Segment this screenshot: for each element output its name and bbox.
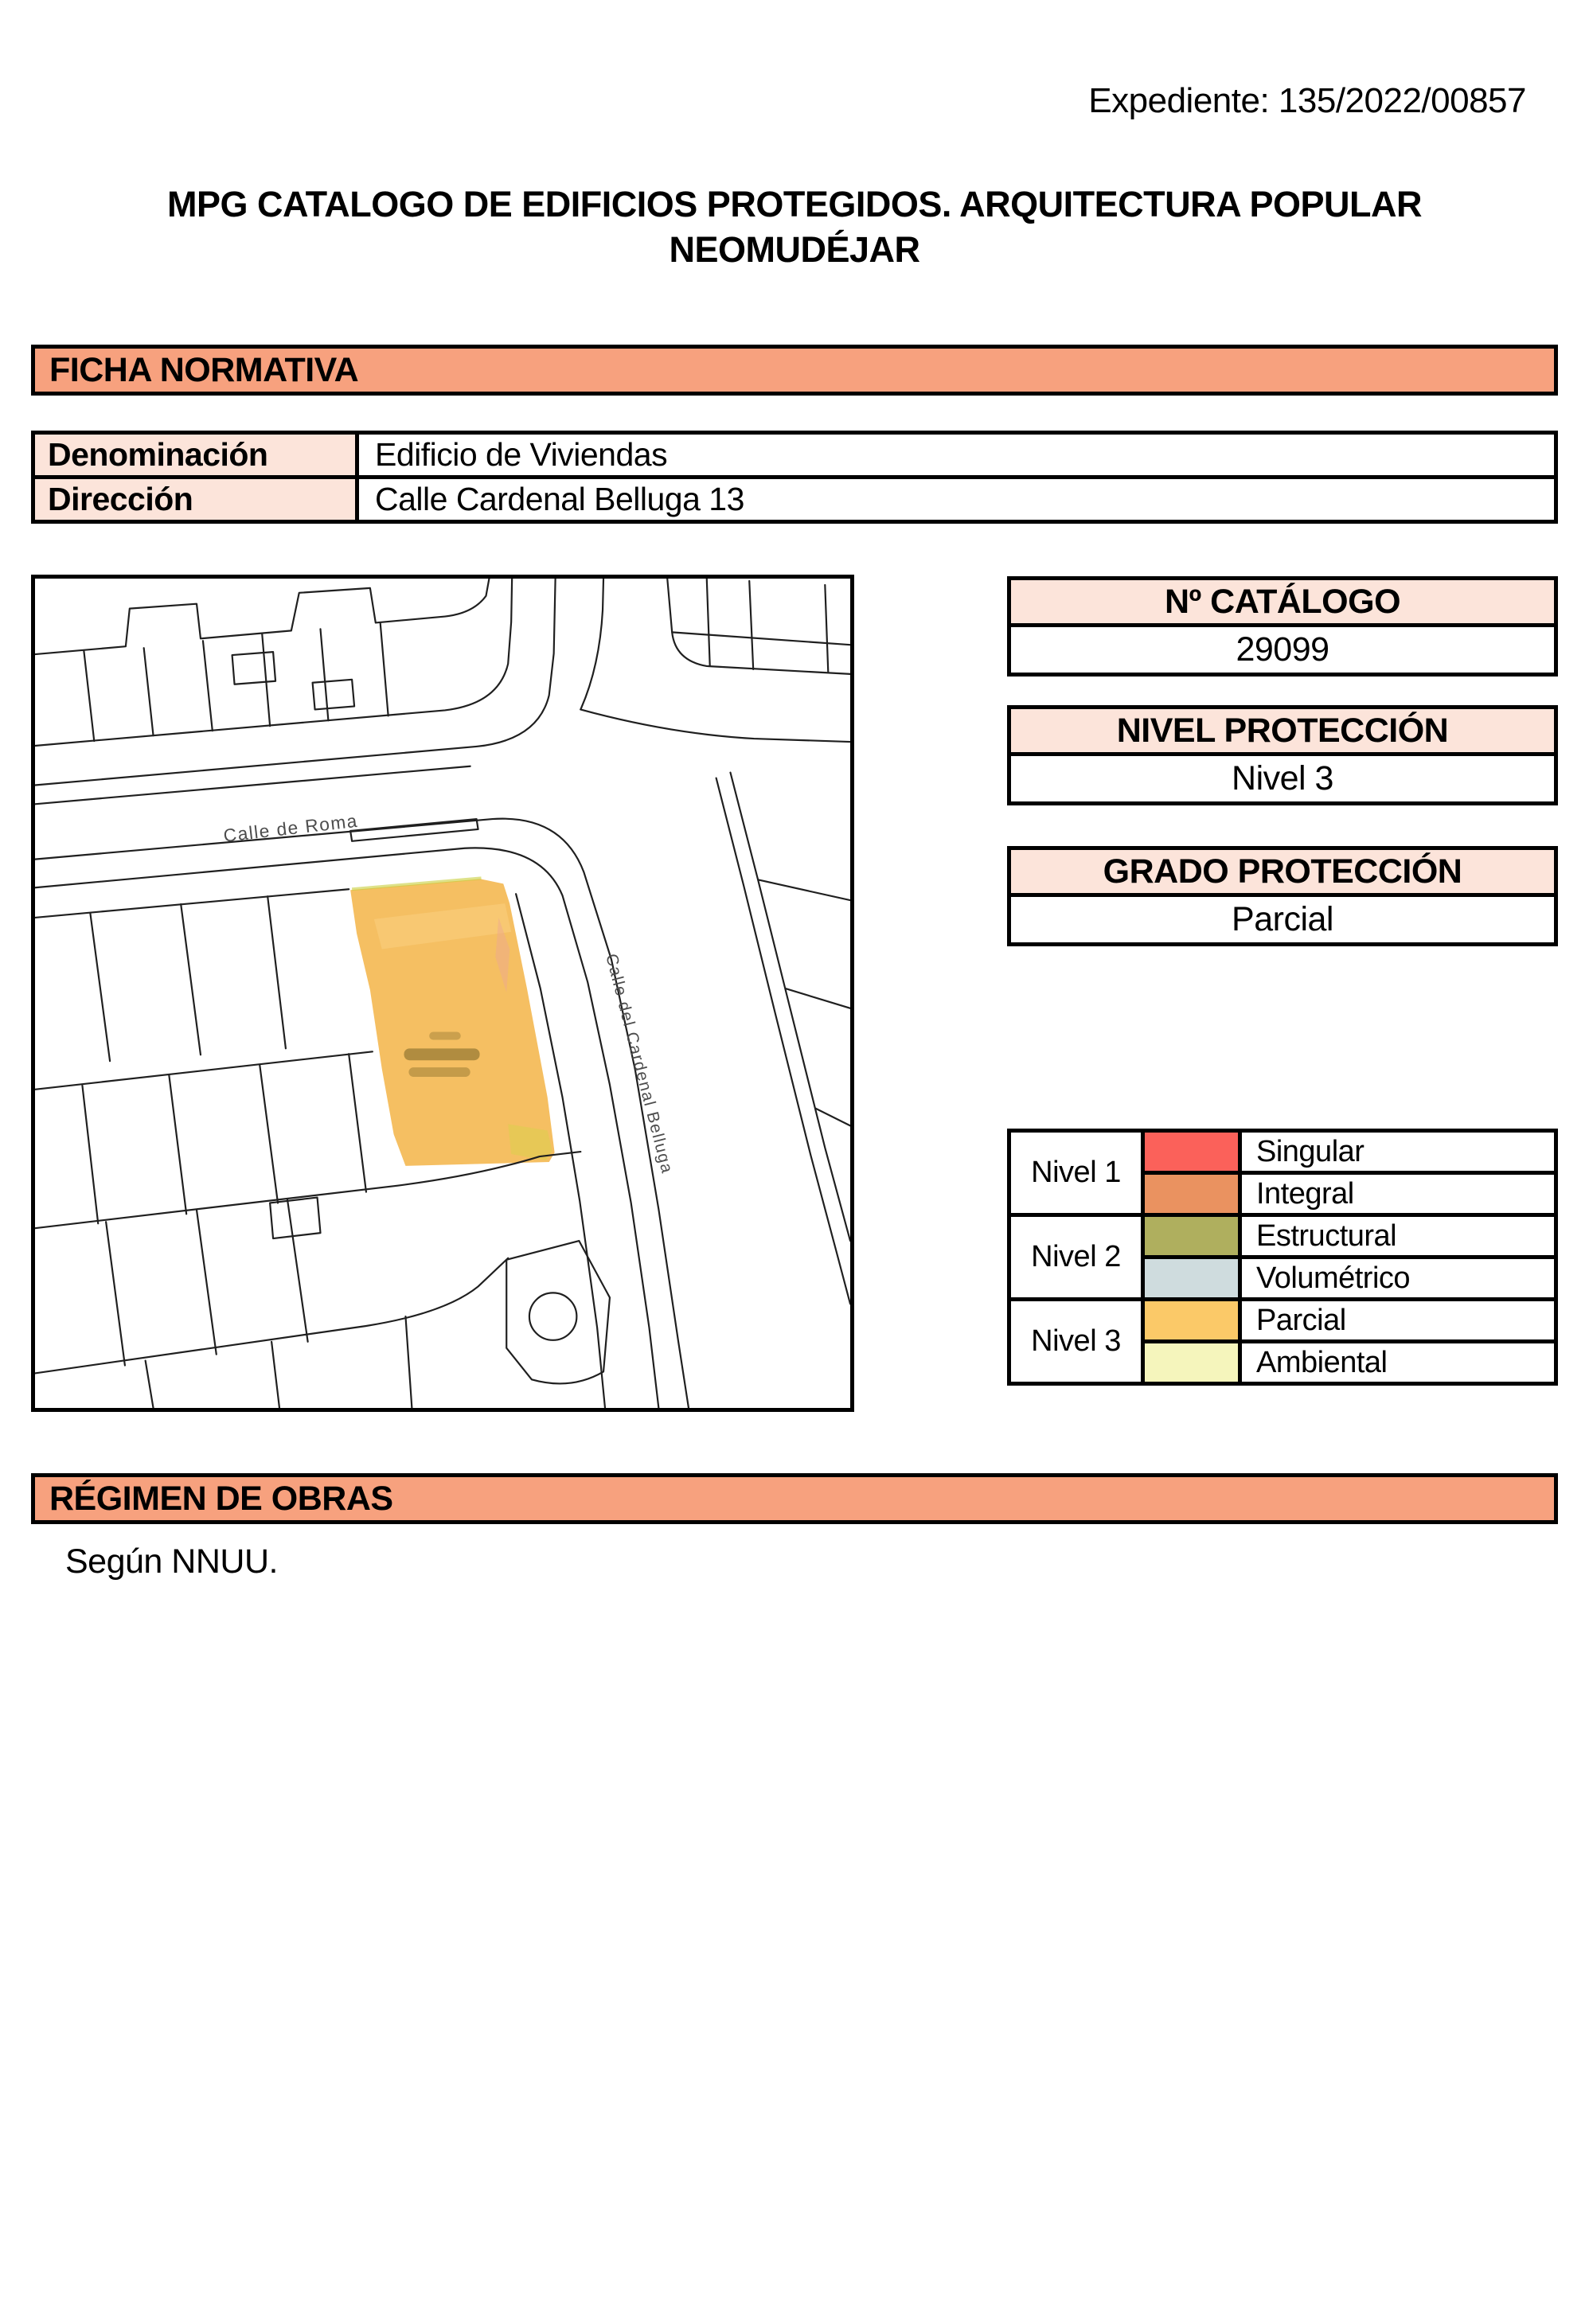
cadastral-map-svg xyxy=(35,579,850,1408)
street-label-roma: Calle de Roma xyxy=(222,809,360,846)
legend-swatch-parcial xyxy=(1143,1300,1240,1342)
cadastral-map xyxy=(31,575,854,1412)
legend-label-ambiental: Ambiental xyxy=(1240,1342,1556,1384)
expediente-number: Expediente: 135/2022/00857 xyxy=(1088,81,1526,120)
denominacion-label: Denominación xyxy=(33,433,357,478)
legend-row xyxy=(1009,1215,1556,1258)
document-title xyxy=(31,181,1558,272)
table-row-denominacion xyxy=(33,433,1556,478)
document-title-line1: MPG CATALOGO DE EDIFICIOS PROTEGIDOS. ARQUITECTURA POPULAR xyxy=(166,184,1423,224)
grado-proteccion-box xyxy=(1007,846,1558,946)
legend-row xyxy=(1009,1131,1556,1173)
catalogo-box-value: 29099 xyxy=(1007,627,1558,677)
legend-swatch-estructural xyxy=(1143,1215,1240,1258)
document-title-line2: NEOMUDÉJAR xyxy=(669,229,920,270)
legend-swatch-volumetrico xyxy=(1143,1258,1240,1300)
regimen-de-obras-title: RÉGIMEN DE OBRAS xyxy=(49,1479,393,1518)
legend-label-estructural: Estructural xyxy=(1240,1215,1556,1258)
regimen-body-text: Según NNUU. xyxy=(65,1542,278,1581)
nivel-proteccion-box xyxy=(1007,705,1558,805)
ficha-normativa-title: FICHA NORMATIVA xyxy=(49,350,359,389)
grado-proteccion-box-value: Parcial xyxy=(1007,897,1558,946)
legend-swatch-ambiental xyxy=(1143,1342,1240,1384)
legend-row xyxy=(1009,1300,1556,1342)
identification-table xyxy=(31,431,1558,524)
legend-swatch-singular xyxy=(1143,1131,1240,1173)
direccion-label: Dirección xyxy=(33,478,357,522)
direccion-value: Calle Cardenal Belluga 13 xyxy=(357,478,1556,522)
legend-label-parcial: Parcial xyxy=(1240,1300,1556,1342)
protection-levels-legend xyxy=(1007,1129,1558,1386)
grado-proteccion-box-header: GRADO PROTECCIÓN xyxy=(1007,846,1558,897)
catalogo-box xyxy=(1007,576,1558,677)
legend-level-3: Nivel 3 xyxy=(1009,1300,1143,1384)
legend-label-volumetrico: Volumétrico xyxy=(1240,1258,1556,1300)
highlighted-parcel xyxy=(350,878,554,1166)
table-row-direccion xyxy=(33,478,1556,522)
regimen-de-obras-section-header xyxy=(31,1473,1558,1524)
legend-label-singular: Singular xyxy=(1240,1131,1556,1173)
nivel-proteccion-box-header: NIVEL PROTECCIÓN xyxy=(1007,705,1558,756)
legend-level-1: Nivel 1 xyxy=(1009,1131,1143,1215)
street-label-belluga: Calle del Cardenal Belluga xyxy=(602,951,677,1176)
legend-label-integral: Integral xyxy=(1240,1173,1556,1215)
ficha-normativa-section-header xyxy=(31,345,1558,396)
legend-swatch-integral xyxy=(1143,1173,1240,1215)
legend-level-2: Nivel 2 xyxy=(1009,1215,1143,1300)
catalogo-box-header: Nº CATÁLOGO xyxy=(1007,576,1558,627)
denominacion-value: Edificio de Viviendas xyxy=(357,433,1556,478)
nivel-proteccion-box-value: Nivel 3 xyxy=(1007,756,1558,805)
